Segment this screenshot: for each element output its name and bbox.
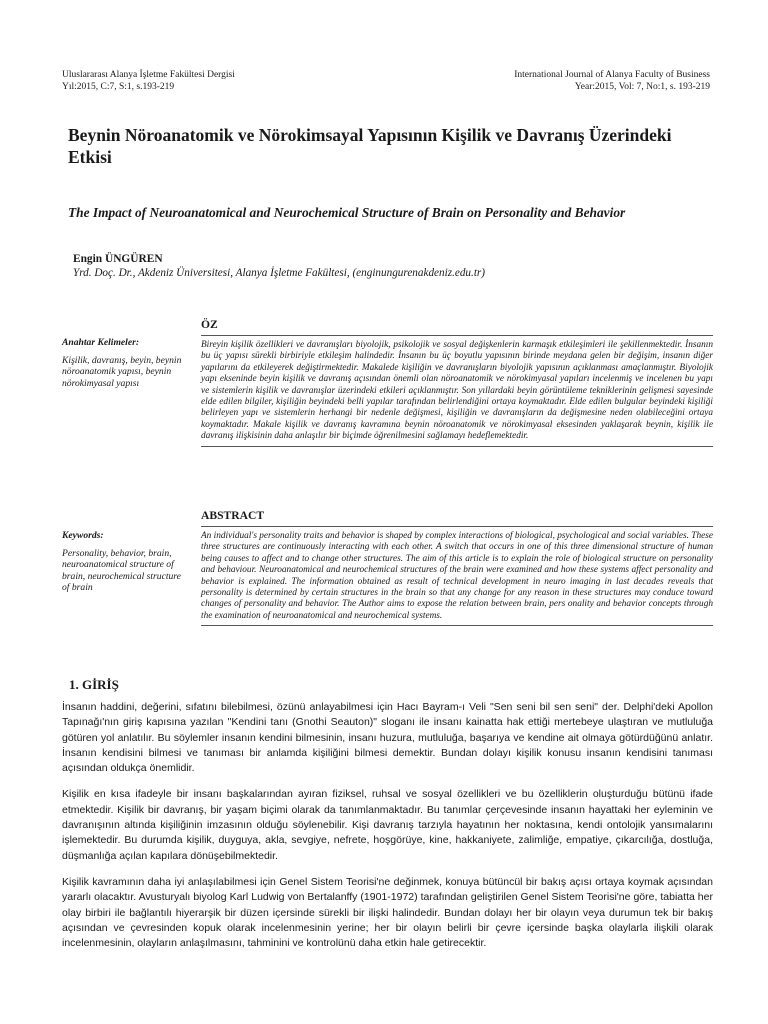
article-title-en: The Impact of Neuroanatomical and Neurochemical Structure of Brain on Personality and Behavior: [68, 205, 626, 220]
keywords-tr-heading: Anahtar Kelimeler:: [62, 337, 140, 348]
oz-heading: ÖZ: [201, 318, 218, 331]
body-paragraph: Kişilik en kısa ifadeyle bir insanı başkalarından ayıran fiziksel, ruhsal ve sosyal özellikleri ve bu özelliklerin oluşturduğu bütünü ifade etmektedir. Kişilik bir davranış, bir yaşam biçimi olarak da tanımlanmaktadır. Bu tanımlar çerçevesinde insanın hayattaki her eyleminin ve davranışının altında kişiliğinin imzasının olduğu söylenebilir. Kişi davranış tarzıyla hayatının her noktasına, kendi ontolojik yansımalarını işlemektedir. Bu durumda kişilik, duyguya, akla, sevgiye, nefrete, hoşgörüye, kine, hakkaniyete, zalimliğe, empatiye, çıkarcılığa, dostluğa, düşmanlığa açılan kapılara dönüşebilmektedir.: [62, 788, 713, 862]
author-name: Engin ÜNGÜREN: [73, 253, 163, 265]
author-affiliation: Yrd. Doç. Dr., Akdeniz Üniversitesi, Alanya İşletme Fakültesi, (enginungurenakdeniz.edu.tr): [73, 267, 486, 279]
oz-top-rule: [201, 335, 713, 336]
journal-issue-en: Year:2015, Vol: 7, No:1, s. 193-219: [574, 82, 710, 92]
keywords-en-heading: Keywords:: [62, 530, 104, 541]
body-paragraph: Kişilik kavramının daha iyi anlaşılabilmesi için Genel Sistem Teorisi'ne değinmek, konuya bütüncül bir bakış açısı ortaya koymak açısından yararlı olacaktır. Avusturyalı biyolog Karl Ludwig von Bertalanffy (1901-1972) tarafından geliştirilen Genel Sistem Teorisi'ne göre, tabiatta her olay birbiri ile bağlantılı hiyerarşik bir düzen içersinde sürekli bir ilişki halindedir. Bundan dolayı her bir olayın veya durumun tek bir bakış açısından ve çevresinden kopuk olarak incelenmesinin yerine; her bir olayın belirli bir çevre içersinde başka olaylarla ilişkili olarak incelenmesinin, olayların anlaşılmasını, tahminini ve kontrolünü daha etkin hale getirecektir.: [62, 875, 713, 950]
oz-bottom-rule: [201, 446, 713, 447]
keywords-en-box: [62, 530, 187, 593]
keywords-tr-list: Kişilik, davranış, beyin, beynin nöroanatomik yapısı, beynin nörokimyasal yapısı: [62, 355, 182, 389]
abstract-heading: ABSTRACT: [201, 509, 265, 522]
abstract-text: An individual's personality traits and behavior is shaped by complex interactions of biological, psychological and social variables. These three structures are continuously interacting with each other. A switch that occurs in one of this three dimensional structure of human being causes to affect and to change other structures. The aim of this article is to explain the role of biological structure on personality and behaviour. Neuroanatomical and neurochemical structures of the brain were examined and how these systems affect personality and behavior is explained. The information obtained as result of technical development in neuro imaging in last decades reveals that personality is determined by certain structures in the brain so that any change for any reason in these structures may conduce toward changes of personality and behavior. The Author aims to expose the relation between brain, pers onality and behavior concepts through the examination of neuroanatomical and neurochemical systems.: [201, 531, 713, 621]
oz-section: [201, 318, 713, 447]
journal-header-tr: [62, 69, 235, 93]
article-title-tr: Beynin Nöroanatomik ve Nörokimsayal Yapısının Kişilik ve Davranış Üzerindeki Etkisi: [68, 125, 672, 167]
journal-header-en: [514, 69, 710, 93]
journal-name-tr: Uluslararası Alanya İşletme Fakültesi Dergisi: [62, 70, 235, 80]
body-paragraph: İnsanın haddini, değerini, sıfatını bilebilmesi, özünü anlayabilmesi için Hacı Bayram-ı Veli "Sen seni bil sen seni" der. Delphi'deki Apollon Tapınağı'nın giriş kapısına yazılan "Kendini tanı (Gnothi Seauton)" sloganı ile insanı kainatta hak ettiği mertebeye ulaştıran ve mutluluğa götüren yol anlatılır. Bu söylemler insanın kendini bilmesinin, insanı huzura, mutluluğa, başarıya ve kendine ait olmaya götürdüğünü anlatır. İnsanın kendisini bilmesi ve tanıması bir anlamda kişiliğini bilmesi demektir. Bundan dolayı kişilik konusu insanın kendisini tanıması açısından oldukça önemlidir.: [62, 701, 713, 775]
section-body: [62, 700, 713, 962]
abstract-section: [201, 509, 713, 626]
abstract-top-rule: [201, 526, 713, 527]
section-heading-giris: 1. GİRİŞ: [69, 677, 119, 692]
keywords-tr-box: [62, 337, 187, 389]
journal-name-en: International Journal of Alanya Faculty of Business: [514, 70, 710, 80]
oz-text: Bireyin kişilik özellikleri ve davranışları biyolojik, psikolojik ve sosyal değişkenlerin karmaşık etkileşimleri ile şekillenmektedir. İnsanın bu üç yapısı sürekli birbiriyle etkileşim halindedir. İnsanın bu üç boyutlu yapısının birinde meydana gelen bir değişim, insanın diğer yapılarını da etkileyerek değiştirmektedir. Makalede kişiliğin ve davranışların biyolojik yapısının açıklanması amaçlanmıştır. Biyolojik yapı ekseninde beyin kişilik ve davranış açısından önemli olan nöroanatomik ve nörokimyasal yapıları incelenmiş ve incelenen bu yapı ve sistemlerin kişilik ve davranışlar üzerindeki etkileri açıklanmıştır. Son yıllardaki beyin görüntüleme tekniklerinin gelişmesi sayesinde elde edilen bilgiler, kişiliğin beyindeki belli yapılar tarafından belirlendiğini ortaya koymaktadır. Elde edilen bulgular beyindeki kişiliği belirleyen yapı ve sistemlerin herhangi bir nedenle değişmesi, kişiliğin ve davranışların da değişmesine neden olabileceğini ortaya koymaktadır. Makale kişilik ve davranış kavramına beynin nöroanatomik ve nörokimyasal eksesinden yaklaşarak beynin, kişilik ile davranış ilişkisinin daha anlaşılır bir biçimde öğrenilmesini sağlamayı hedeflemektedir.: [201, 340, 713, 442]
abstract-bottom-rule: [201, 625, 713, 626]
journal-issue-tr: Yıl:2015, C:7, S:1, s.193-219: [62, 82, 175, 92]
keywords-en-list: Personality, behavior, brain, neuroanatomical structure of brain, neurochemical structure of brain: [62, 548, 181, 593]
